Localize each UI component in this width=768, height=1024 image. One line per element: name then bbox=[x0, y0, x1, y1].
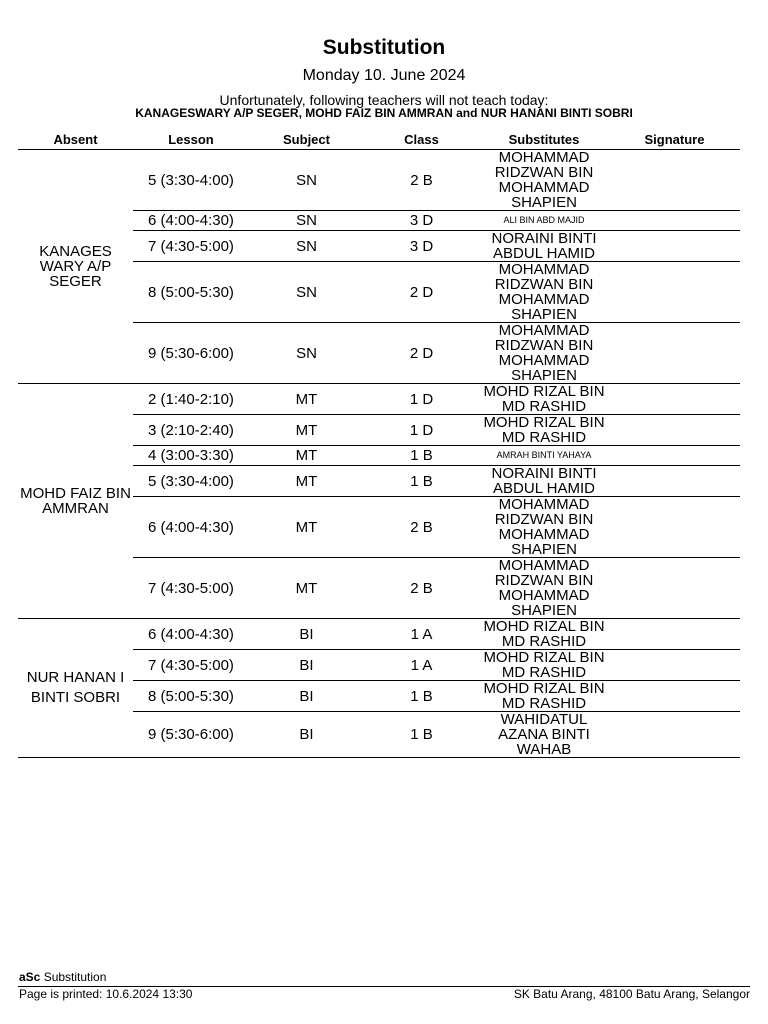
column-header-lesson: Lesson bbox=[133, 129, 249, 150]
class-cell: 2 B bbox=[364, 497, 479, 558]
column-header-signature: Signature bbox=[609, 129, 740, 150]
table-row bbox=[18, 384, 740, 415]
signature-cell[interactable] bbox=[609, 466, 740, 497]
signature-cell[interactable] bbox=[609, 558, 740, 619]
signature-cell[interactable] bbox=[609, 323, 740, 384]
signature-cell[interactable] bbox=[609, 384, 740, 415]
class-cell: 1 D bbox=[364, 384, 479, 415]
signature-cell[interactable] bbox=[609, 150, 740, 211]
signature-cell[interactable] bbox=[609, 446, 740, 466]
substitute-cell: MOHAMMAD RIDZWAN BIN MOHAMMAD SHAPIEN bbox=[479, 323, 609, 384]
absent-teachers-list: KANAGESWARY A/P SEGER, MOHD FAIZ BIN AMMRAN and NUR HANANI BINTI SOBRI bbox=[135, 106, 633, 120]
lesson-cell: 3 (2:10-2:40) bbox=[133, 415, 249, 446]
substitute-cell: MOHAMMAD RIDZWAN BIN MOHAMMAD SHAPIEN bbox=[479, 150, 609, 211]
subject-cell: SN bbox=[249, 150, 364, 211]
footer-printed: Page is printed: 10.6.2024 13:30 bbox=[19, 987, 193, 1001]
footer-brand: aSc bbox=[19, 970, 41, 984]
column-header-class: Class bbox=[364, 129, 479, 150]
subject-cell: SN bbox=[249, 262, 364, 323]
substitute-cell: AMRAH BINTI YAHAYA bbox=[479, 446, 609, 466]
class-cell: 2 B bbox=[364, 150, 479, 211]
class-cell: 3 D bbox=[364, 231, 479, 262]
lesson-cell: 7 (4:30-5:00) bbox=[133, 650, 249, 681]
subject-cell: MT bbox=[249, 384, 364, 415]
class-cell: 2 D bbox=[364, 323, 479, 384]
class-cell: 3 D bbox=[364, 211, 479, 231]
lesson-cell: 6 (4:00-4:30) bbox=[133, 619, 249, 650]
subject-cell: MT bbox=[249, 497, 364, 558]
signature-cell[interactable] bbox=[609, 712, 740, 758]
signature-cell[interactable] bbox=[609, 262, 740, 323]
lesson-cell: 7 (4:30-5:00) bbox=[133, 558, 249, 619]
subject-cell: SN bbox=[249, 231, 364, 262]
signature-cell[interactable] bbox=[609, 415, 740, 446]
subject-cell: MT bbox=[249, 558, 364, 619]
class-cell: 1 A bbox=[364, 650, 479, 681]
absent-teacher-cell: KANAGES WARY A/P SEGER bbox=[18, 150, 133, 384]
class-cell: 1 B bbox=[364, 446, 479, 466]
absent-teacher-cell: MOHD FAIZ BIN AMMRAN bbox=[18, 384, 133, 619]
class-cell: 1 B bbox=[364, 681, 479, 712]
lesson-cell: 6 (4:00-4:30) bbox=[133, 497, 249, 558]
subject-cell: BI bbox=[249, 619, 364, 650]
substitute-cell: WAHIDATUL AZANA BINTI WAHAB bbox=[479, 712, 609, 758]
lesson-cell: 7 (4:30-5:00) bbox=[133, 231, 249, 262]
table-row bbox=[18, 150, 740, 211]
signature-cell[interactable] bbox=[609, 650, 740, 681]
substitute-cell: MOHD RIZAL BIN MD RASHID bbox=[479, 681, 609, 712]
lesson-cell: 2 (1:40-2:10) bbox=[133, 384, 249, 415]
lesson-cell: 8 (5:00-5:30) bbox=[133, 262, 249, 323]
substitute-cell: ALI BIN ABD MAJID bbox=[479, 211, 609, 231]
footer-app-label: Substitution bbox=[40, 970, 107, 984]
page-title: Substitution bbox=[322, 36, 446, 59]
subject-cell: MT bbox=[249, 446, 364, 466]
column-header-absent: Absent bbox=[18, 129, 133, 150]
subject-cell: BI bbox=[249, 681, 364, 712]
column-header-subject: Subject bbox=[249, 129, 364, 150]
substitute-cell: MOHD RIZAL BIN MD RASHID bbox=[479, 619, 609, 650]
table-body bbox=[18, 150, 740, 758]
lesson-cell: 8 (5:00-5:30) bbox=[133, 681, 249, 712]
lesson-cell: 4 (3:00-3:30) bbox=[133, 446, 249, 466]
signature-cell[interactable] bbox=[609, 497, 740, 558]
table-row bbox=[18, 619, 740, 650]
date-heading: Monday 10. June 2024 bbox=[302, 67, 466, 84]
footer-app-name bbox=[19, 970, 106, 984]
intro-text: Unfortunately, following teachers will not teach today: bbox=[219, 92, 549, 108]
lesson-cell: 9 (5:30-6:00) bbox=[133, 712, 249, 758]
lesson-cell: 9 (5:30-6:00) bbox=[133, 323, 249, 384]
substitute-cell: MOHD RIZAL BIN MD RASHID bbox=[479, 415, 609, 446]
subject-cell: SN bbox=[249, 211, 364, 231]
substitute-cell: MOHD RIZAL BIN MD RASHID bbox=[479, 650, 609, 681]
footer-school: SK Batu Arang, 48100 Batu Arang, Selangor bbox=[513, 987, 750, 1001]
signature-cell[interactable] bbox=[609, 619, 740, 650]
class-cell: 1 D bbox=[364, 415, 479, 446]
subject-cell: MT bbox=[249, 466, 364, 497]
class-cell: 1 B bbox=[364, 712, 479, 758]
class-cell: 1 B bbox=[364, 466, 479, 497]
lesson-cell: 6 (4:00-4:30) bbox=[133, 211, 249, 231]
substitute-cell: MOHD RIZAL BIN MD RASHID bbox=[479, 384, 609, 415]
class-cell: 1 A bbox=[364, 619, 479, 650]
absent-teacher-cell: NUR HANAN I BINTI SOBRI bbox=[18, 619, 133, 758]
substitute-cell: NORAINI BINTI ABDUL HAMID bbox=[479, 231, 609, 262]
lesson-cell: 5 (3:30-4:00) bbox=[133, 150, 249, 211]
subject-cell: BI bbox=[249, 650, 364, 681]
substitute-cell: MOHAMMAD RIDZWAN BIN MOHAMMAD SHAPIEN bbox=[479, 497, 609, 558]
column-header-substitutes: Substitutes bbox=[479, 129, 609, 150]
signature-cell[interactable] bbox=[609, 231, 740, 262]
class-cell: 2 B bbox=[364, 558, 479, 619]
class-cell: 2 D bbox=[364, 262, 479, 323]
substitute-cell: MOHAMMAD RIDZWAN BIN MOHAMMAD SHAPIEN bbox=[479, 558, 609, 619]
signature-cell[interactable] bbox=[609, 681, 740, 712]
subject-cell: BI bbox=[249, 712, 364, 758]
subject-cell: SN bbox=[249, 323, 364, 384]
signature-cell[interactable] bbox=[609, 211, 740, 231]
substitute-cell: NORAINI BINTI ABDUL HAMID bbox=[479, 466, 609, 497]
subject-cell: MT bbox=[249, 415, 364, 446]
substitution-table bbox=[18, 129, 740, 758]
lesson-cell: 5 (3:30-4:00) bbox=[133, 466, 249, 497]
table-header-row bbox=[18, 129, 740, 150]
substitute-cell: MOHAMMAD RIDZWAN BIN MOHAMMAD SHAPIEN bbox=[479, 262, 609, 323]
